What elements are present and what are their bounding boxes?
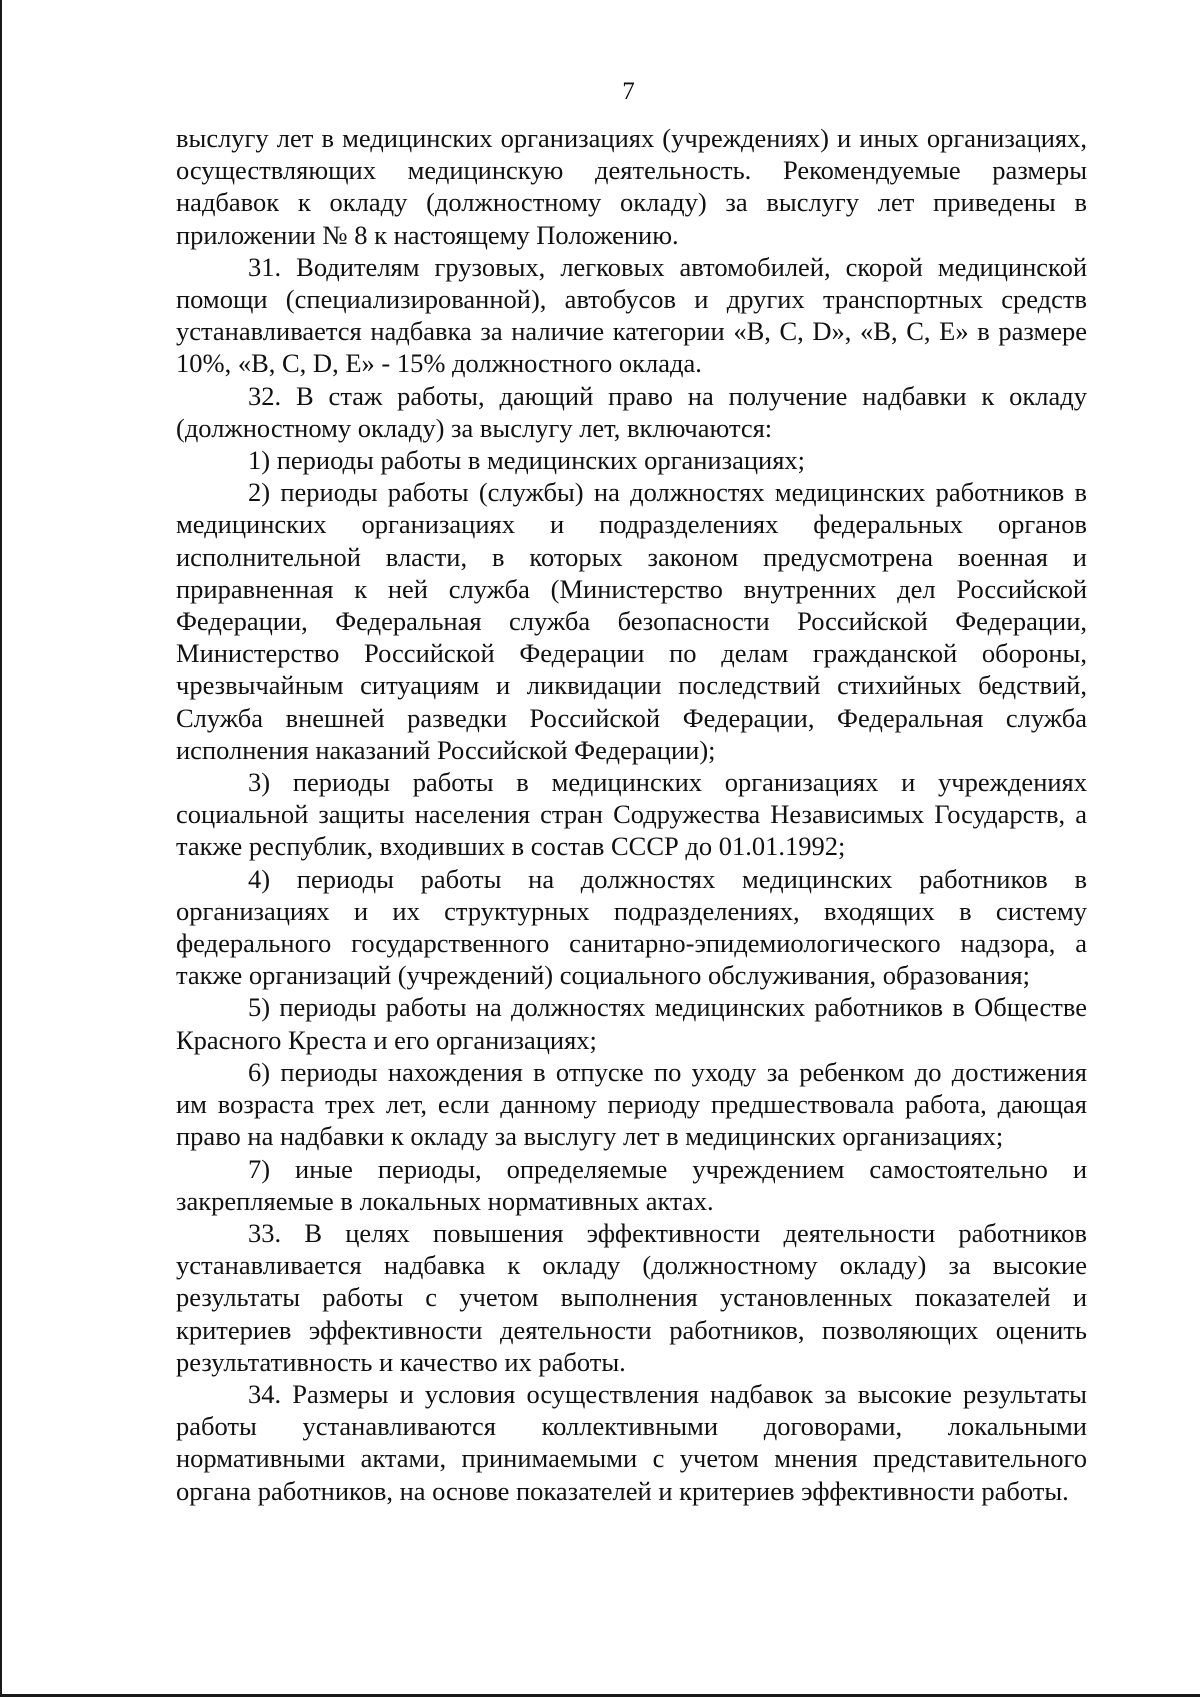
list-item-2: 2) периоды работы (службы) на должностях медицинских работников в медицинских организациях и подразделениях федеральных органов исполнительной власти, в которых законом предусмотрена военная и приравненная к ней служба (Министерство внутренних дел Российской Федерации, Федеральная служба безопасности Российской Федерации, Министерство Российской Федерации по делам гражданской обороны, чрезвычайным ситуациям и ликвидации последствий стихийных бедствий, Служба внешней разведки Российской Федерации, Федеральная служба исполнения наказаний Российской Федерации);: [176, 477, 1087, 765]
list-item-1: 1) периоды работы в медицинских организациях;: [248, 445, 805, 476]
paragraph-33: 33. В целях повышения эффективности деятельности работников устанавливается надбавка к окладу (должностному окладу) за высокие результаты работы с учетом выполнения установленных показателей и критериев эффективности деятельности работников, позволяющих оценить результативность и качество их работы.: [176, 1217, 1087, 1377]
list-item-6: 6) периоды нахождения в отпуске по уходу за ребенком до достижения им возраста трех лет, если данному периоду предшествовала работа, дающая право на надбавки к окладу за выслугу лет в медицинских организациях;: [176, 1056, 1087, 1152]
paragraph-32: 32. В стаж работы, дающий право на получение надбавки к окладу (должностному окладу) за выслугу лет, включаются:: [176, 380, 1087, 443]
paragraph-continuation: выслугу лет в медицинских организациях (учреждениях) и иных организациях, осуществляющих медицинскую деятельность. Рекомендуемые размеры надбавок к окладу (должностному окладу) за выслугу лет приведены в приложении № 8 к настоящему Положению.: [176, 123, 1087, 250]
paragraph-34: 34. Размеры и условия осуществления надбавок за высокие результаты работы устанавливаются коллективными договорами, локальными нормативными актами, принимаемыми с учетом мнения представительного органа работников, на основе показателей и критериев эффективности работы.: [176, 1378, 1087, 1506]
document-body: [176, 122, 1087, 1507]
list-item-3: 3) периоды работы в медицинских организациях и учреждениях социальной защиты населения стран Содружества Независимых Государств, а также республик, входивших в состав СССР до 01.01.1992;: [176, 767, 1087, 862]
paragraph-31: 31. Водителям грузовых, легковых автомобилей, скорой медицинской помощи (специализированной), автобусов и других транспортных средств устанавливается надбавка за наличие категории «B, C, D», «B, C, E» в размере 10%, «B, C, D, E» - 15% должностного оклада.: [176, 251, 1087, 379]
list-item-7: 7) иные периоды, определяемые учреждением самостоятельно и закрепляемые в локальных нормативных актах.: [176, 1153, 1087, 1216]
page-number: 7: [622, 78, 635, 105]
list-item-5: 5) периоды работы на должностях медицинских работников в Обществе Красного Креста и его организациях;: [176, 992, 1087, 1055]
list-item-4: 4) периоды работы на должностях медицинских работников в организациях и их структурных подразделениях, входящих в систему федерального государственного санитарно-эпидемиологического надзора, а также организаций (учреждений) социального обслуживания, образования;: [176, 863, 1087, 991]
scan-edge-left: [0, 0, 2, 1697]
